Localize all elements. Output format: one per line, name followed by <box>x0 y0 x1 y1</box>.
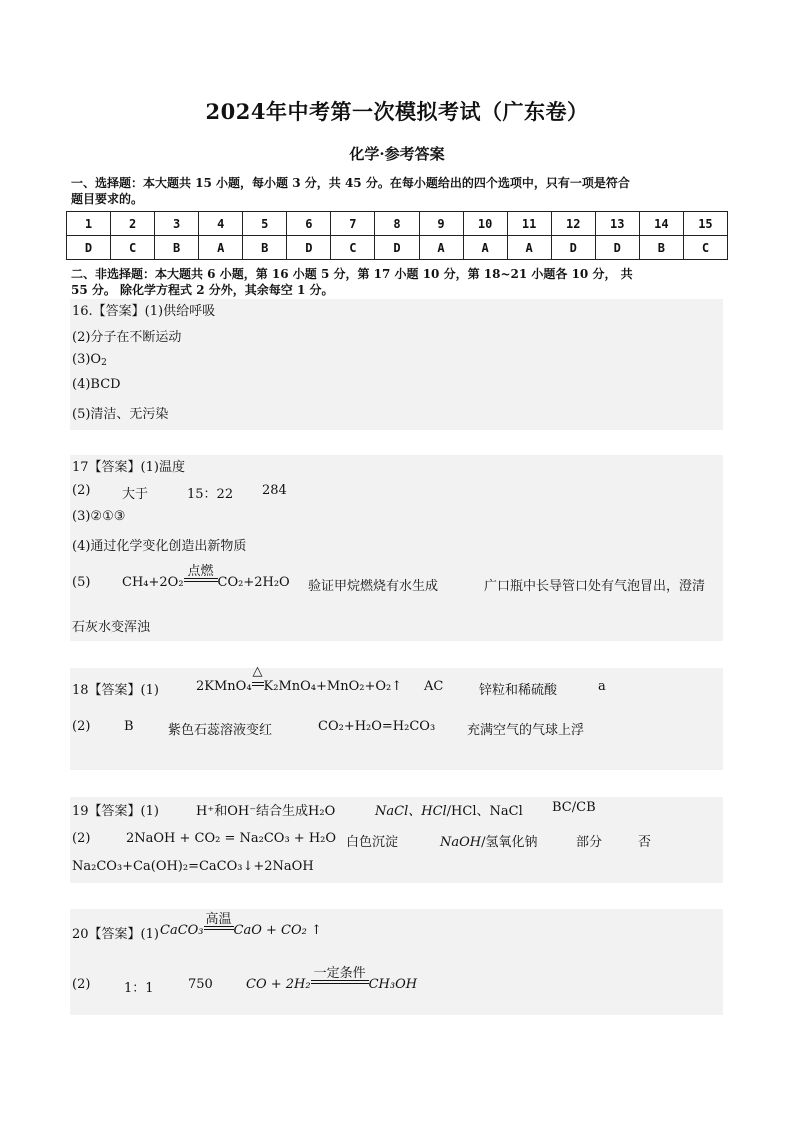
q17-line2-c: 284 <box>262 483 287 498</box>
q19-line1-b-rest: /HCl、NaCl <box>446 804 523 819</box>
q17-eq-reactants: CH₄+2O₂ <box>122 575 184 590</box>
q19-line2-a: 2NaOH + CO₂ = Na₂CO₃ + H₂O <box>126 831 337 846</box>
q20-eq1-products: CaO + CO₂ ↑ <box>233 923 322 938</box>
q20-line2-num: (2) <box>72 977 91 992</box>
q18-line1-d: a <box>598 679 606 694</box>
answer-letter-cell: D <box>595 236 639 260</box>
q17-line1: 17【答案】(1)温度 <box>72 460 185 475</box>
question-number-cell: 5 <box>243 212 287 236</box>
answer-letter-cell: D <box>67 236 111 260</box>
q17-line5-c: 广口瓶中长导管口处有气泡冒出，澄清 <box>484 579 706 594</box>
question-number-cell: 1 <box>67 212 111 236</box>
answer-letter-cell: A <box>507 236 551 260</box>
section2-heading-line2: 55 分。 除化学方程式 2 分外，其余每空 1 分。 <box>71 283 334 297</box>
q17-eq-condition-label: 点燃 <box>187 564 214 579</box>
answer-letter-cell: C <box>111 236 155 260</box>
answer-letter-cell: C <box>331 236 375 260</box>
q20-eq2-reactants: CO + 2H₂ <box>246 977 311 992</box>
question-number-cell: 8 <box>375 212 419 236</box>
q17-line5-equation <box>122 564 290 590</box>
q18-line1-c: 锌粒和稀硫酸 <box>479 683 558 698</box>
answer-block-q18 <box>70 664 723 770</box>
answer-letter-cell: D <box>551 236 595 260</box>
q18-eq-condition-label: △ <box>252 664 263 679</box>
q18-line1-b: AC <box>424 679 444 694</box>
q19-line3: Na₂CO₃+Ca(OH)₂=CaCO₃↓+2NaOH <box>72 859 314 874</box>
answer-letter-cell: A <box>199 236 243 260</box>
q19-line1-a: H⁺和OH⁻结合生成H₂O <box>196 804 336 819</box>
answer-letter-cell: C <box>683 236 727 260</box>
q18-line1-label: 18【答案】(1) <box>72 683 159 698</box>
q18-eq-double-bar <box>252 682 264 686</box>
section1-heading-line2: 题目要求的。 <box>71 192 144 206</box>
q18-line1-equation <box>196 664 403 694</box>
q20-line2-a: 1：1 <box>124 981 154 996</box>
q19-line1-b <box>375 800 523 819</box>
q18-eq-products: K₂MnO₄+MnO₂+O₂↑ <box>263 679 403 694</box>
q20-line2-b: 750 <box>188 977 213 992</box>
q19-line2-b: 白色沉淀 <box>346 835 399 850</box>
q18-line2-c: CO₂+H₂O=H₂CO₃ <box>318 719 436 734</box>
q18-line2-b: 紫色石蕊溶液变红 <box>168 723 273 738</box>
answer-letter-cell: B <box>155 236 199 260</box>
question-number-cell: 12 <box>551 212 595 236</box>
section2-heading-line1: 二、非选择题：本大题共 6 小题，第 16 小题 5 分，第 17 小题 10 分，第 18~21 小题各 10 分， 共 <box>71 267 633 281</box>
q20-eq1-condition-label: 高温 <box>205 912 232 927</box>
question-number-cell: 13 <box>595 212 639 236</box>
q16-line2: (2)分子在不断运动 <box>72 330 182 345</box>
answer-block-q16 <box>70 299 723 430</box>
q18-eq-condition <box>252 664 264 694</box>
q19-line2-c-formula: NaOH <box>440 835 482 850</box>
page-title: 2024年中考第一次模拟考试（广东卷） <box>205 99 589 124</box>
question-number-cell: 6 <box>287 212 331 236</box>
answer-letter-cell: B <box>243 236 287 260</box>
answer-letter-cell: D <box>287 236 331 260</box>
question-number-cell: 10 <box>463 212 507 236</box>
section1-heading <box>71 175 726 207</box>
q16-line3-text: (3)O <box>72 352 102 367</box>
q20-line1-equation <box>160 912 322 938</box>
q17-line2-num: (2) <box>72 483 91 498</box>
q19-line2-e: 否 <box>638 835 652 850</box>
answer-block-q20 <box>70 909 723 1015</box>
answer-letter-cell: B <box>639 236 683 260</box>
q17-line6: 石灰水变浑浊 <box>72 620 151 635</box>
question-number-cell: 15 <box>683 212 727 236</box>
question-number-cell: 3 <box>155 212 199 236</box>
q19-line2-d: 部分 <box>576 835 603 850</box>
q18-line2-d: 充满空气的气球上浮 <box>467 723 585 738</box>
q17-eq-products: CO₂+2H₂O <box>217 575 290 590</box>
question-number-cell: 4 <box>199 212 243 236</box>
answer-block-q19 <box>70 797 723 883</box>
q19-line1-c: BC/CB <box>552 800 596 815</box>
q18-line2-num: (2) <box>72 719 91 734</box>
q20-line2-equation <box>246 966 418 992</box>
question-number-cell: 14 <box>639 212 683 236</box>
q16-line1: 16.【答案】(1)供给呼吸 <box>72 304 216 319</box>
q17-eq-condition <box>184 564 218 590</box>
answer-letter-cell: A <box>419 236 463 260</box>
section1-heading-line1: 一、选择题：本大题共 15 小题，每小题 3 分，共 45 分。在每小题给出的四个选项中，只有一项是符合 <box>71 176 630 190</box>
q17-line5-b: 验证甲烷燃烧有水生成 <box>308 579 439 594</box>
page-subtitle: 化学·参考答案 <box>349 145 445 163</box>
q20-eq1-reactant: CaCO₃ <box>160 923 204 938</box>
q17-line3: (3)②①③ <box>72 509 126 524</box>
choice-answer-table <box>66 211 728 260</box>
q19-line2-c <box>440 831 538 850</box>
section2-heading <box>71 266 726 298</box>
q17-line5-num: (5) <box>72 575 91 590</box>
answer-letter-cell: D <box>375 236 419 260</box>
q19-line2-num: (2) <box>72 831 91 846</box>
q19-line1-b-formula: NaCl、HCl <box>375 804 447 819</box>
q20-eq2-condition-label: 一定条件 <box>313 966 366 981</box>
q20-eq2-products: CH₃OH <box>368 977 418 992</box>
q17-line4: (4)通过化学变化创造出新物质 <box>72 539 247 554</box>
q17-line2-a: 大于 <box>122 487 149 502</box>
q20-eq1-condition <box>204 912 234 938</box>
question-number-cell: 9 <box>419 212 463 236</box>
q19-line1-label: 19【答案】(1) <box>72 804 159 819</box>
q17-line2-b: 15：22 <box>187 487 234 502</box>
question-number-row <box>67 212 728 236</box>
q18-line2-a: B <box>124 719 134 734</box>
question-number-cell: 11 <box>507 212 551 236</box>
q16-line4: (4)BCD <box>72 377 121 392</box>
answer-block-q17 <box>70 455 723 641</box>
question-number-cell: 7 <box>331 212 375 236</box>
question-number-cell: 2 <box>111 212 155 236</box>
q19-line2-c-rest: /氢氧化钠 <box>481 835 538 850</box>
answer-letter-row <box>67 236 728 260</box>
q18-eq-reactant: 2KMnO₄ <box>196 679 252 694</box>
q16-line5: (5)清洁、无污染 <box>72 407 169 422</box>
q16-line3 <box>72 352 723 368</box>
q20-eq2-condition <box>311 966 369 992</box>
answer-letter-cell: A <box>463 236 507 260</box>
q16-line3-subscript: 2 <box>101 358 107 368</box>
q20-line1-label: 20【答案】(1) <box>72 927 159 942</box>
